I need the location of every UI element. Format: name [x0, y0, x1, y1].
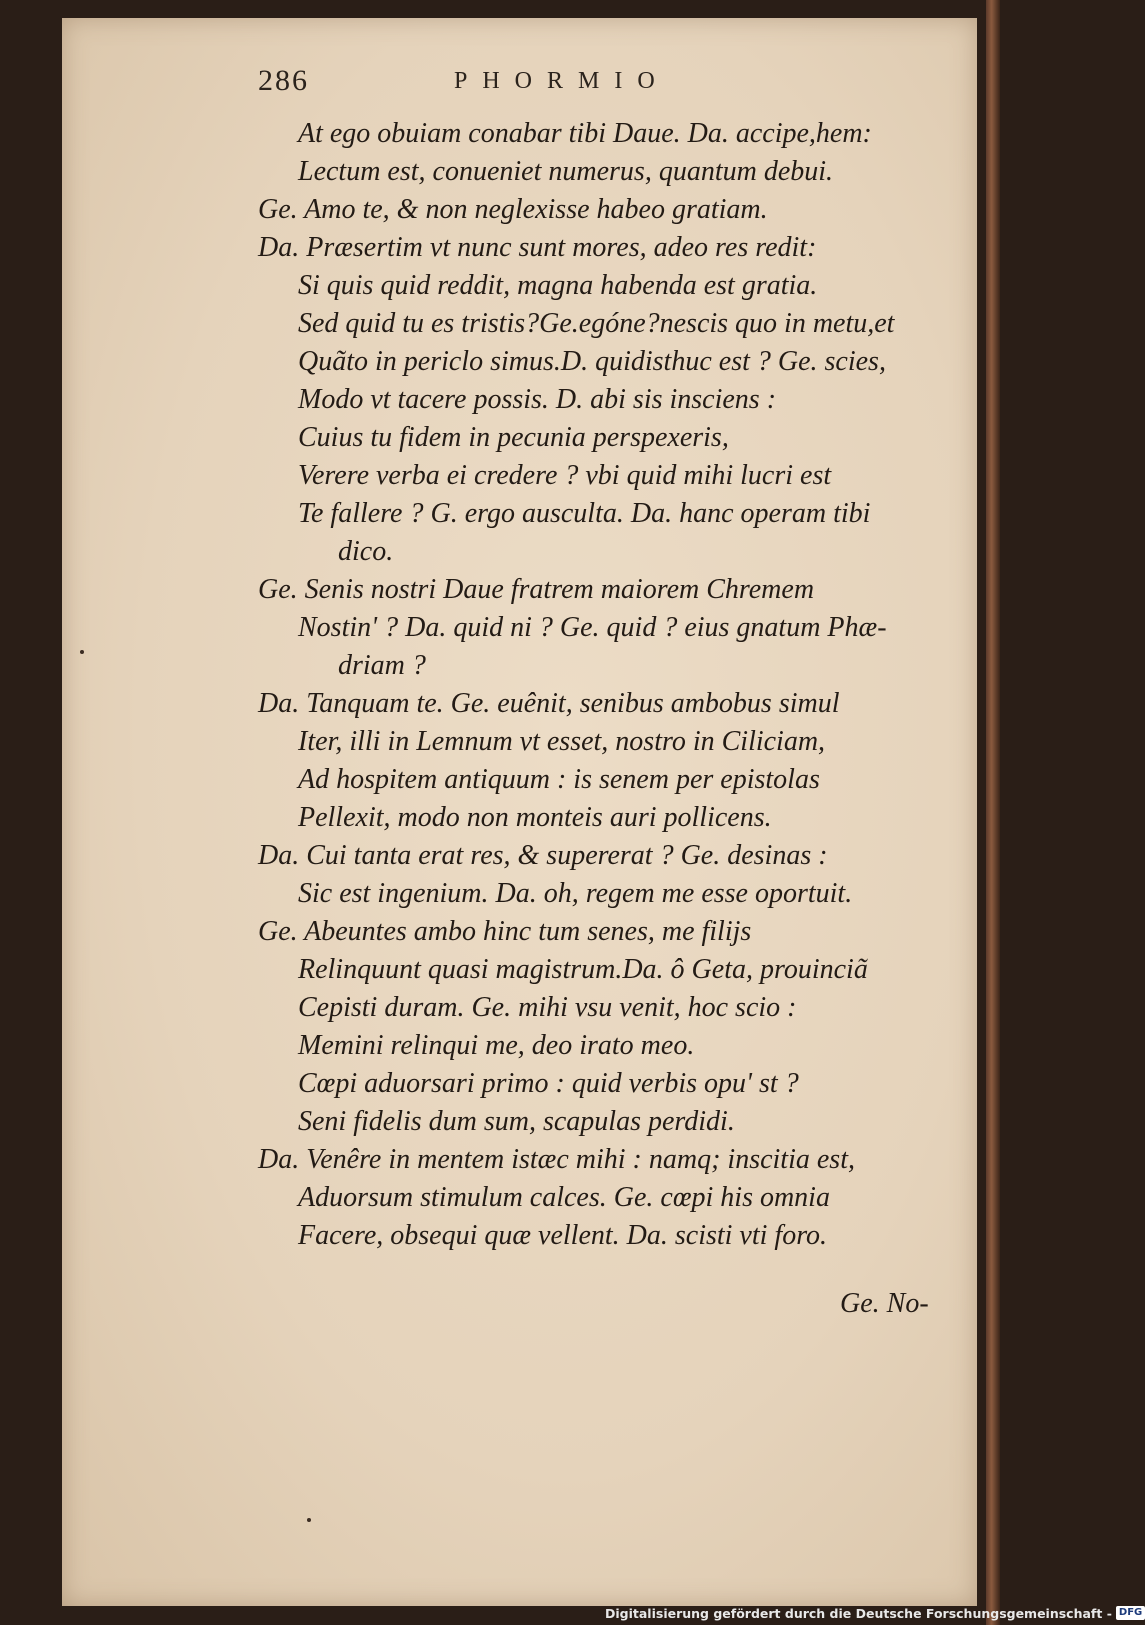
verse-line: Memini relinqui me, deo irato meo.	[298, 1030, 695, 1061]
dfg-logo: DFG	[1116, 1606, 1145, 1620]
verse-line: Da. Tanquam te. Ge. euênit, senibus ambobus simul	[258, 688, 840, 719]
ink-speck	[307, 1518, 311, 1522]
verse-line: At ego obuiam conabar tibi Daue. Da. accipe,hem:	[298, 118, 872, 149]
verse-line: Verere verba ei credere ? vbi quid mihi lucri est	[298, 460, 832, 491]
verse-line: Relinquunt quasi magistrum.Da. ô Geta, prouinciã	[298, 954, 868, 985]
verse-line: dico.	[338, 536, 394, 567]
digitization-footer	[605, 1604, 1145, 1622]
verse-line: Da. Cui tanta erat res, & supererat ? Ge. desinas :	[258, 840, 828, 871]
verse-line: Quãto in periclo simus.D. quidisthuc est ? Ge. scies,	[298, 346, 886, 377]
verse-line: Si quis quid reddit, magna habenda est gratia.	[298, 270, 818, 301]
verse-line: Pellexit, modo non monteis auri pollicens.	[298, 802, 772, 833]
verse-line: driam ?	[338, 650, 426, 681]
verse-line: Ge. Senis nostri Daue fratrem maiorem Chremem	[258, 574, 815, 605]
verse-line: Ge. Abeuntes ambo hinc tum senes, me filijs	[258, 916, 752, 947]
running-title: PHORMIO	[454, 68, 670, 94]
verse-line: Cuius tu fidem in pecunia perspexeris,	[298, 422, 729, 453]
page-number: 286	[258, 64, 309, 97]
verse-line: Lectum est, conueniet numerus, quantum debui.	[298, 156, 834, 187]
verse-line: Ge. Amo te, & non neglexisse habeo gratiam.	[258, 194, 768, 225]
verse-line: Ad hospitem antiquum : is senem per epistolas	[298, 764, 820, 795]
verse-line: Da. Præsertim vt nunc sunt mores, adeo res redit:	[258, 232, 817, 263]
verse-line: Cœpi aduorsari primo : quid verbis opu' st ?	[298, 1068, 799, 1099]
verse-line: Modo vt tacere possis. D. abi sis insciens :	[298, 384, 777, 415]
verse-line: Aduorsum stimulum calces. Ge. cœpi his omnia	[298, 1182, 830, 1213]
verse-line: Da. Venêre in mentem istæc mihi : namq; inscitia est,	[258, 1144, 855, 1175]
verse-line: Facere, obsequi quæ vellent. Da. scisti vti foro.	[298, 1220, 828, 1251]
verse-line: Iter, illi in Lemnum vt esset, nostro in Ciliciam,	[298, 726, 826, 757]
verse-line: Nostin' ? Da. quid ni ? Ge. quid ? eius gnatum Phæ-	[298, 612, 887, 643]
catchword: Ge. No-	[840, 1288, 929, 1319]
verse-line: Te fallere ? G. ergo ausculta. Da. hanc operam tibi	[298, 498, 871, 529]
verse-line: Cepisti duram. Ge. mihi vsu venit, hoc scio :	[298, 992, 797, 1023]
verse-line: Seni fidelis dum sum, scapulas perdidi.	[298, 1106, 735, 1137]
verse-text	[0, 115, 1000, 1355]
footer-credit: Digitalisierung gefördert durch die Deutsche Forschungsgemeinschaft -	[605, 1605, 1112, 1621]
verse-line: Sic est ingenium. Da. oh, regem me esse oportuit.	[298, 878, 853, 909]
page-header	[258, 64, 758, 104]
verse-line: Sed quid tu es tristis?Ge.egóne?nescis quo in metu,et	[298, 308, 895, 339]
